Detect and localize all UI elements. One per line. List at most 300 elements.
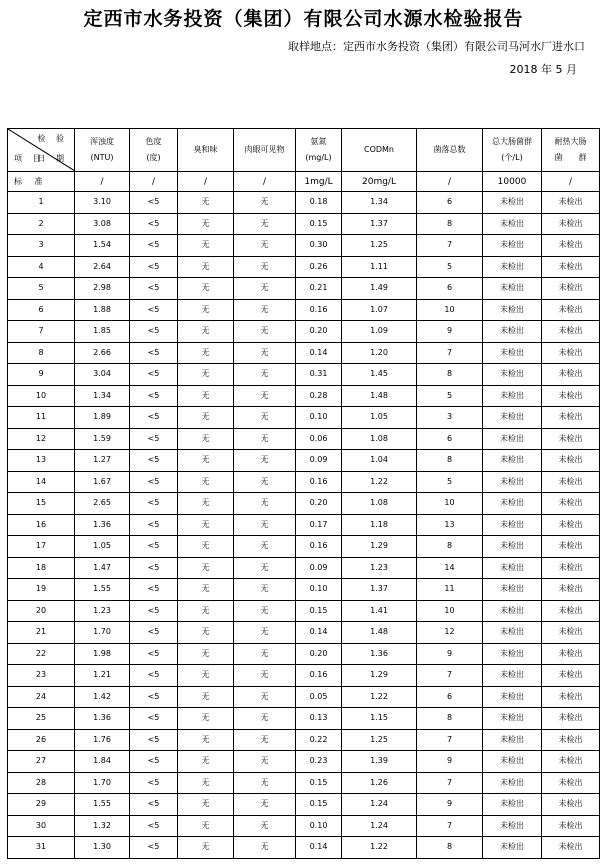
- cell-visible-matter: 无: [234, 665, 296, 687]
- cell-colony-count: 7: [417, 342, 483, 364]
- cell-day: 7: [8, 321, 75, 343]
- standard-row: [8, 172, 600, 192]
- cell-day: 9: [8, 364, 75, 386]
- cell-turbidity: 2.64: [75, 256, 130, 278]
- cell-ammonia: 0.09: [296, 450, 342, 472]
- cell-codmn: 1.11: [342, 256, 417, 278]
- cell-thermotolerant-coliform: 未检出: [542, 751, 600, 773]
- cell-turbidity: 1.84: [75, 751, 130, 773]
- cell-turbidity: 2.65: [75, 493, 130, 515]
- cell-odor-taste: 无: [178, 772, 234, 794]
- cell-colony-count: 8: [417, 708, 483, 730]
- cell-visible-matter: 无: [234, 686, 296, 708]
- cell-turbidity: 1.54: [75, 235, 130, 257]
- cell-codmn: 1.39: [342, 751, 417, 773]
- cell-codmn: 1.22: [342, 471, 417, 493]
- standard-value: 1mg/L: [296, 172, 342, 192]
- cell-day: 14: [8, 471, 75, 493]
- table-row: [8, 708, 600, 730]
- table-row: [8, 364, 600, 386]
- cell-turbidity: 1.05: [75, 536, 130, 558]
- cell-thermotolerant-coliform: 未检出: [542, 364, 600, 386]
- cell-visible-matter: 无: [234, 557, 296, 579]
- cell-visible-matter: 无: [234, 794, 296, 816]
- table-row: [8, 665, 600, 687]
- cell-odor-taste: 无: [178, 729, 234, 751]
- cell-total-coliform: 未检出: [483, 643, 542, 665]
- cell-codmn: 1.18: [342, 514, 417, 536]
- cell-colony-count: 8: [417, 450, 483, 472]
- cell-colony-count: 7: [417, 235, 483, 257]
- cell-day: 21: [8, 622, 75, 644]
- cell-codmn: 1.34: [342, 192, 417, 214]
- table-row: [8, 450, 600, 472]
- cell-ammonia: 0.20: [296, 493, 342, 515]
- cell-total-coliform: 未检出: [483, 536, 542, 558]
- cell-visible-matter: 无: [234, 407, 296, 429]
- cell-visible-matter: 无: [234, 493, 296, 515]
- standard-value: /: [75, 172, 130, 192]
- cell-day: 1: [8, 192, 75, 214]
- cell-total-coliform: 未检出: [483, 794, 542, 816]
- cell-visible-matter: 无: [234, 278, 296, 300]
- cell-thermotolerant-coliform: 未检出: [542, 686, 600, 708]
- column-header: 肉眼可见物: [234, 129, 296, 172]
- standard-value: /: [234, 172, 296, 192]
- cell-thermotolerant-coliform: 未检出: [542, 256, 600, 278]
- cell-color: <5: [130, 557, 178, 579]
- cell-odor-taste: 无: [178, 837, 234, 859]
- cell-turbidity: 1.30: [75, 837, 130, 859]
- cell-total-coliform: 未检出: [483, 514, 542, 536]
- cell-visible-matter: 无: [234, 815, 296, 837]
- cell-visible-matter: 无: [234, 643, 296, 665]
- cell-colony-count: 5: [417, 256, 483, 278]
- corner-label-inspection: 检 验: [37, 134, 68, 143]
- cell-color: <5: [130, 600, 178, 622]
- cell-visible-matter: 无: [234, 342, 296, 364]
- cell-ammonia: 0.21: [296, 278, 342, 300]
- cell-total-coliform: 未检出: [483, 493, 542, 515]
- table-row: [8, 235, 600, 257]
- table-row: [8, 579, 600, 601]
- cell-total-coliform: 未检出: [483, 192, 542, 214]
- cell-total-coliform: 未检出: [483, 428, 542, 450]
- cell-thermotolerant-coliform: 未检出: [542, 235, 600, 257]
- cell-colony-count: 7: [417, 729, 483, 751]
- cell-color: <5: [130, 772, 178, 794]
- table-row: [8, 471, 600, 493]
- cell-color: <5: [130, 643, 178, 665]
- cell-visible-matter: 无: [234, 321, 296, 343]
- cell-colony-count: 8: [417, 213, 483, 235]
- cell-day: 2: [8, 213, 75, 235]
- cell-ammonia: 0.15: [296, 772, 342, 794]
- cell-colony-count: 6: [417, 686, 483, 708]
- cell-total-coliform: 未检出: [483, 579, 542, 601]
- table-row: [8, 643, 600, 665]
- cell-visible-matter: 无: [234, 622, 296, 644]
- cell-thermotolerant-coliform: 未检出: [542, 708, 600, 730]
- cell-color: <5: [130, 837, 178, 859]
- column-header: CODMn: [342, 129, 417, 172]
- cell-odor-taste: 无: [178, 471, 234, 493]
- table-row: [8, 278, 600, 300]
- table-row: [8, 815, 600, 837]
- cell-odor-taste: 无: [178, 600, 234, 622]
- cell-thermotolerant-coliform: 未检出: [542, 471, 600, 493]
- cell-codmn: 1.36: [342, 643, 417, 665]
- column-header: 氨氮 (mg/L): [296, 129, 342, 172]
- cell-turbidity: 1.36: [75, 514, 130, 536]
- cell-day: 30: [8, 815, 75, 837]
- table-row: [8, 428, 600, 450]
- cell-ammonia: 0.16: [296, 299, 342, 321]
- cell-turbidity: 1.88: [75, 299, 130, 321]
- cell-codmn: 1.05: [342, 407, 417, 429]
- cell-thermotolerant-coliform: 未检出: [542, 213, 600, 235]
- cell-visible-matter: 无: [234, 471, 296, 493]
- cell-thermotolerant-coliform: 未检出: [542, 192, 600, 214]
- cell-visible-matter: 无: [234, 729, 296, 751]
- cell-day: 12: [8, 428, 75, 450]
- cell-thermotolerant-coliform: 未检出: [542, 794, 600, 816]
- table-row: [8, 342, 600, 364]
- cell-colony-count: 12: [417, 622, 483, 644]
- cell-total-coliform: 未检出: [483, 622, 542, 644]
- cell-turbidity: 1.42: [75, 686, 130, 708]
- cell-day: 4: [8, 256, 75, 278]
- cell-turbidity: 1.70: [75, 622, 130, 644]
- cell-color: <5: [130, 708, 178, 730]
- cell-visible-matter: 无: [234, 837, 296, 859]
- cell-total-coliform: 未检出: [483, 342, 542, 364]
- cell-thermotolerant-coliform: 未检出: [542, 407, 600, 429]
- cell-visible-matter: 无: [234, 192, 296, 214]
- cell-turbidity: 1.34: [75, 385, 130, 407]
- cell-total-coliform: 未检出: [483, 213, 542, 235]
- cell-odor-taste: 无: [178, 192, 234, 214]
- corner-label-date: 日 期: [37, 154, 68, 163]
- cell-color: <5: [130, 428, 178, 450]
- cell-day: 3: [8, 235, 75, 257]
- cell-day: 25: [8, 708, 75, 730]
- cell-colony-count: 9: [417, 643, 483, 665]
- cell-total-coliform: 未检出: [483, 256, 542, 278]
- corner-label-item: 项 目: [14, 154, 45, 163]
- cell-codmn: 1.49: [342, 278, 417, 300]
- cell-codmn: 1.25: [342, 729, 417, 751]
- cell-day: 11: [8, 407, 75, 429]
- cell-codmn: 1.41: [342, 600, 417, 622]
- cell-day: 18: [8, 557, 75, 579]
- cell-codmn: 1.08: [342, 493, 417, 515]
- cell-visible-matter: 无: [234, 385, 296, 407]
- cell-turbidity: 1.36: [75, 708, 130, 730]
- cell-turbidity: 3.08: [75, 213, 130, 235]
- cell-odor-taste: 无: [178, 815, 234, 837]
- cell-turbidity: 2.98: [75, 278, 130, 300]
- cell-odor-taste: 无: [178, 407, 234, 429]
- cell-turbidity: 1.21: [75, 665, 130, 687]
- cell-ammonia: 0.10: [296, 407, 342, 429]
- cell-total-coliform: 未检出: [483, 385, 542, 407]
- sampling-location: 取样地点：定西市水务投资（集团）有限公司马河水厂进水口: [288, 40, 585, 53]
- cell-ammonia: 0.10: [296, 579, 342, 601]
- cell-ammonia: 0.14: [296, 622, 342, 644]
- cell-day: 10: [8, 385, 75, 407]
- cell-visible-matter: 无: [234, 708, 296, 730]
- cell-color: <5: [130, 299, 178, 321]
- cell-odor-taste: 无: [178, 385, 234, 407]
- cell-thermotolerant-coliform: 未检出: [542, 600, 600, 622]
- cell-turbidity: 1.89: [75, 407, 130, 429]
- cell-day: 6: [8, 299, 75, 321]
- standard-value: /: [178, 172, 234, 192]
- cell-codmn: 1.24: [342, 815, 417, 837]
- cell-ammonia: 0.15: [296, 600, 342, 622]
- cell-colony-count: 9: [417, 751, 483, 773]
- cell-total-coliform: 未检出: [483, 299, 542, 321]
- cell-total-coliform: 未检出: [483, 557, 542, 579]
- cell-turbidity: 1.55: [75, 794, 130, 816]
- cell-thermotolerant-coliform: 未检出: [542, 622, 600, 644]
- cell-odor-taste: 无: [178, 299, 234, 321]
- cell-thermotolerant-coliform: 未检出: [542, 729, 600, 751]
- table-row: [8, 385, 600, 407]
- cell-turbidity: 1.27: [75, 450, 130, 472]
- cell-color: <5: [130, 815, 178, 837]
- cell-colony-count: 7: [417, 665, 483, 687]
- table-row: [8, 794, 600, 816]
- cell-colony-count: 8: [417, 364, 483, 386]
- table-row: [8, 729, 600, 751]
- cell-codmn: 1.23: [342, 557, 417, 579]
- cell-visible-matter: 无: [234, 256, 296, 278]
- cell-color: <5: [130, 729, 178, 751]
- cell-ammonia: 0.22: [296, 729, 342, 751]
- cell-ammonia: 0.10: [296, 815, 342, 837]
- cell-odor-taste: 无: [178, 493, 234, 515]
- table-row: [8, 256, 600, 278]
- cell-color: <5: [130, 321, 178, 343]
- table-row: [8, 299, 600, 321]
- header-corner-cell: [8, 129, 75, 172]
- cell-day: 8: [8, 342, 75, 364]
- cell-total-coliform: 未检出: [483, 751, 542, 773]
- cell-color: <5: [130, 686, 178, 708]
- cell-codmn: 1.26: [342, 772, 417, 794]
- cell-visible-matter: 无: [234, 514, 296, 536]
- cell-thermotolerant-coliform: 未检出: [542, 837, 600, 859]
- cell-color: <5: [130, 794, 178, 816]
- water-quality-table: [7, 128, 600, 859]
- cell-turbidity: 1.85: [75, 321, 130, 343]
- cell-odor-taste: 无: [178, 665, 234, 687]
- cell-turbidity: 1.70: [75, 772, 130, 794]
- cell-total-coliform: 未检出: [483, 364, 542, 386]
- cell-turbidity: 1.67: [75, 471, 130, 493]
- cell-color: <5: [130, 192, 178, 214]
- cell-codmn: 1.48: [342, 622, 417, 644]
- column-header: 菌落总数: [417, 129, 483, 172]
- cell-thermotolerant-coliform: 未检出: [542, 514, 600, 536]
- cell-colony-count: 7: [417, 815, 483, 837]
- cell-turbidity: 1.59: [75, 428, 130, 450]
- cell-color: <5: [130, 471, 178, 493]
- cell-thermotolerant-coliform: 未检出: [542, 579, 600, 601]
- cell-day: 24: [8, 686, 75, 708]
- cell-odor-taste: 无: [178, 235, 234, 257]
- cell-turbidity: 3.04: [75, 364, 130, 386]
- cell-colony-count: 8: [417, 536, 483, 558]
- cell-color: <5: [130, 751, 178, 773]
- cell-color: <5: [130, 364, 178, 386]
- cell-codmn: 1.15: [342, 708, 417, 730]
- cell-odor-taste: 无: [178, 213, 234, 235]
- cell-visible-matter: 无: [234, 600, 296, 622]
- cell-total-coliform: 未检出: [483, 815, 542, 837]
- cell-visible-matter: 无: [234, 450, 296, 472]
- cell-ammonia: 0.15: [296, 794, 342, 816]
- cell-color: <5: [130, 385, 178, 407]
- cell-total-coliform: 未检出: [483, 471, 542, 493]
- cell-total-coliform: 未检出: [483, 407, 542, 429]
- cell-codmn: 1.37: [342, 579, 417, 601]
- cell-codmn: 1.24: [342, 794, 417, 816]
- table-row: [8, 493, 600, 515]
- cell-visible-matter: 无: [234, 772, 296, 794]
- cell-colony-count: 8: [417, 837, 483, 859]
- standard-label: 标 准: [8, 172, 75, 192]
- cell-visible-matter: 无: [234, 235, 296, 257]
- cell-odor-taste: 无: [178, 364, 234, 386]
- cell-ammonia: 0.14: [296, 342, 342, 364]
- cell-odor-taste: 无: [178, 536, 234, 558]
- column-header: 臭和味: [178, 129, 234, 172]
- table-row: [8, 837, 600, 859]
- cell-thermotolerant-coliform: 未检出: [542, 450, 600, 472]
- cell-codmn: 1.09: [342, 321, 417, 343]
- cell-color: <5: [130, 665, 178, 687]
- cell-thermotolerant-coliform: 未检出: [542, 493, 600, 515]
- cell-colony-count: 10: [417, 493, 483, 515]
- cell-day: 27: [8, 751, 75, 773]
- cell-day: 28: [8, 772, 75, 794]
- table-row: [8, 321, 600, 343]
- cell-color: <5: [130, 579, 178, 601]
- cell-ammonia: 0.31: [296, 364, 342, 386]
- cell-day: 23: [8, 665, 75, 687]
- cell-color: <5: [130, 622, 178, 644]
- cell-visible-matter: 无: [234, 536, 296, 558]
- cell-color: <5: [130, 278, 178, 300]
- table-row: [8, 514, 600, 536]
- cell-total-coliform: 未检出: [483, 278, 542, 300]
- table-row: [8, 686, 600, 708]
- cell-codmn: 1.29: [342, 536, 417, 558]
- cell-visible-matter: 无: [234, 299, 296, 321]
- cell-odor-taste: 无: [178, 751, 234, 773]
- cell-turbidity: 1.32: [75, 815, 130, 837]
- cell-turbidity: 1.76: [75, 729, 130, 751]
- table-row: [8, 557, 600, 579]
- cell-day: 17: [8, 536, 75, 558]
- cell-ammonia: 0.09: [296, 557, 342, 579]
- cell-total-coliform: 未检出: [483, 600, 542, 622]
- cell-thermotolerant-coliform: 未检出: [542, 428, 600, 450]
- cell-codmn: 1.22: [342, 686, 417, 708]
- cell-day: 16: [8, 514, 75, 536]
- cell-color: <5: [130, 514, 178, 536]
- cell-colony-count: 11: [417, 579, 483, 601]
- cell-odor-taste: 无: [178, 579, 234, 601]
- cell-colony-count: 3: [417, 407, 483, 429]
- cell-total-coliform: 未检出: [483, 729, 542, 751]
- cell-colony-count: 6: [417, 428, 483, 450]
- cell-color: <5: [130, 493, 178, 515]
- table-row: [8, 407, 600, 429]
- table-row: [8, 751, 600, 773]
- cell-thermotolerant-coliform: 未检出: [542, 815, 600, 837]
- cell-ammonia: 0.13: [296, 708, 342, 730]
- table-row: [8, 536, 600, 558]
- cell-colony-count: 10: [417, 299, 483, 321]
- cell-odor-taste: 无: [178, 622, 234, 644]
- cell-ammonia: 0.16: [296, 471, 342, 493]
- cell-colony-count: 6: [417, 192, 483, 214]
- table-row: [8, 772, 600, 794]
- cell-day: 15: [8, 493, 75, 515]
- cell-codmn: 1.20: [342, 342, 417, 364]
- cell-day: 5: [8, 278, 75, 300]
- cell-ammonia: 0.30: [296, 235, 342, 257]
- cell-thermotolerant-coliform: 未检出: [542, 278, 600, 300]
- cell-codmn: 1.08: [342, 428, 417, 450]
- cell-total-coliform: 未检出: [483, 686, 542, 708]
- cell-thermotolerant-coliform: 未检出: [542, 772, 600, 794]
- cell-codmn: 1.29: [342, 665, 417, 687]
- cell-turbidity: 1.55: [75, 579, 130, 601]
- cell-thermotolerant-coliform: 未检出: [542, 665, 600, 687]
- standard-value: /: [130, 172, 178, 192]
- cell-odor-taste: 无: [178, 321, 234, 343]
- cell-ammonia: 0.05: [296, 686, 342, 708]
- table-row: [8, 600, 600, 622]
- cell-odor-taste: 无: [178, 342, 234, 364]
- cell-total-coliform: 未检出: [483, 665, 542, 687]
- cell-odor-taste: 无: [178, 514, 234, 536]
- cell-turbidity: 2.66: [75, 342, 130, 364]
- standard-value: 20mg/L: [342, 172, 417, 192]
- cell-thermotolerant-coliform: 未检出: [542, 557, 600, 579]
- cell-ammonia: 0.26: [296, 256, 342, 278]
- column-header: 总大肠菌群 (个/L): [483, 129, 542, 172]
- cell-ammonia: 0.14: [296, 837, 342, 859]
- cell-odor-taste: 无: [178, 794, 234, 816]
- table-row: [8, 213, 600, 235]
- cell-day: 19: [8, 579, 75, 601]
- cell-color: <5: [130, 235, 178, 257]
- cell-total-coliform: 未检出: [483, 321, 542, 343]
- cell-ammonia: 0.16: [296, 536, 342, 558]
- cell-day: 22: [8, 643, 75, 665]
- cell-color: <5: [130, 256, 178, 278]
- cell-odor-taste: 无: [178, 686, 234, 708]
- header-row: [8, 129, 600, 172]
- cell-colony-count: 9: [417, 321, 483, 343]
- cell-visible-matter: 无: [234, 751, 296, 773]
